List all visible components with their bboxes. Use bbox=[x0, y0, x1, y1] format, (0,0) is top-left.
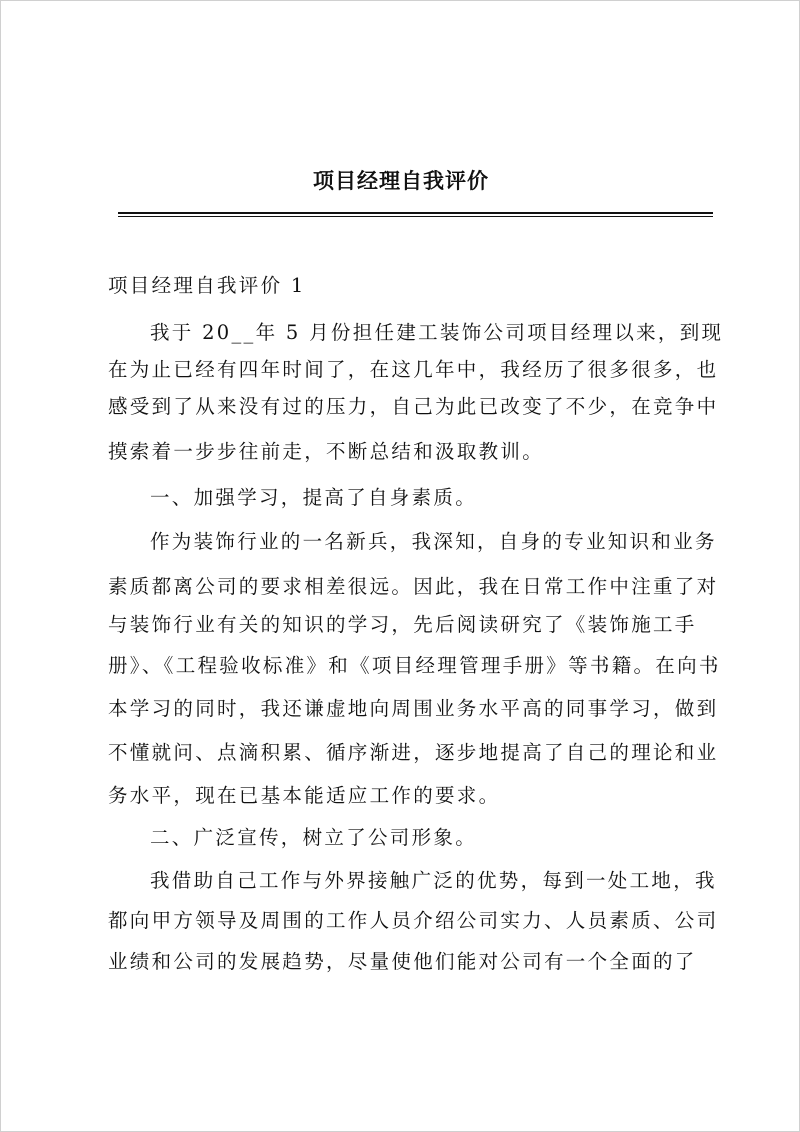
paragraph-line: 感受到了从来没有过的压力，自己为此已改变了不少，在竞争中 bbox=[108, 395, 719, 418]
paragraph-line: 务水平，现在已基本能适应工作的要求。 bbox=[108, 784, 501, 807]
paragraph-line: 在为止已经有四年时间了，在这几年中，我经历了很多很多，也 bbox=[108, 358, 719, 381]
paragraph-line: 我于 20__年 5 月份担任建工装饰公司项目经理以来，到现 bbox=[150, 321, 724, 344]
paragraph-line: 一、加强学习，提高了自身素质。 bbox=[150, 486, 478, 509]
document-title: 项目经理自我评价 bbox=[313, 168, 489, 193]
paragraph-line: 摸索着一步步往前走，不断总结和汲取教训。 bbox=[108, 440, 545, 463]
paragraph-line: 我借助自己工作与外界接触广泛的优势，每到一处工地，我 bbox=[150, 869, 717, 892]
paragraph-line: 本学习的同时，我还谦虚地向周围业务水平高的同事学习，做到 bbox=[108, 697, 719, 720]
title-divider-thick bbox=[118, 212, 713, 214]
section-heading: 项目经理自我评价 1 bbox=[108, 274, 306, 297]
title-divider-thin bbox=[118, 216, 713, 217]
paragraph-line: 都向甲方领导及周围的工作人员介绍公司实力、人员素质、公司 bbox=[108, 909, 719, 932]
paragraph-line: 二、广泛宣传，树立了公司形象。 bbox=[150, 826, 478, 849]
paragraph-line: 与装饰行业有关的知识的学习，先后阅读研究了《装饰施工手 bbox=[108, 613, 697, 636]
paragraph-line: 素质都离公司的要求相差很远。因此，我在日常工作中注重了对 bbox=[108, 575, 719, 598]
paragraph-line: 册》、《工程验收标准》和《项目经理管理手册》等书籍。在向书 bbox=[108, 654, 721, 677]
paragraph-line: 业绩和公司的发展趋势，尽量使他们能对公司有一个全面的了 bbox=[108, 950, 697, 973]
paragraph-line: 作为装饰行业的一名新兵，我深知，自身的专业知识和业务 bbox=[150, 530, 717, 553]
paragraph-line: 不懂就问、点滴积累、循序渐进，逐步地提高了自己的理论和业 bbox=[108, 741, 719, 764]
